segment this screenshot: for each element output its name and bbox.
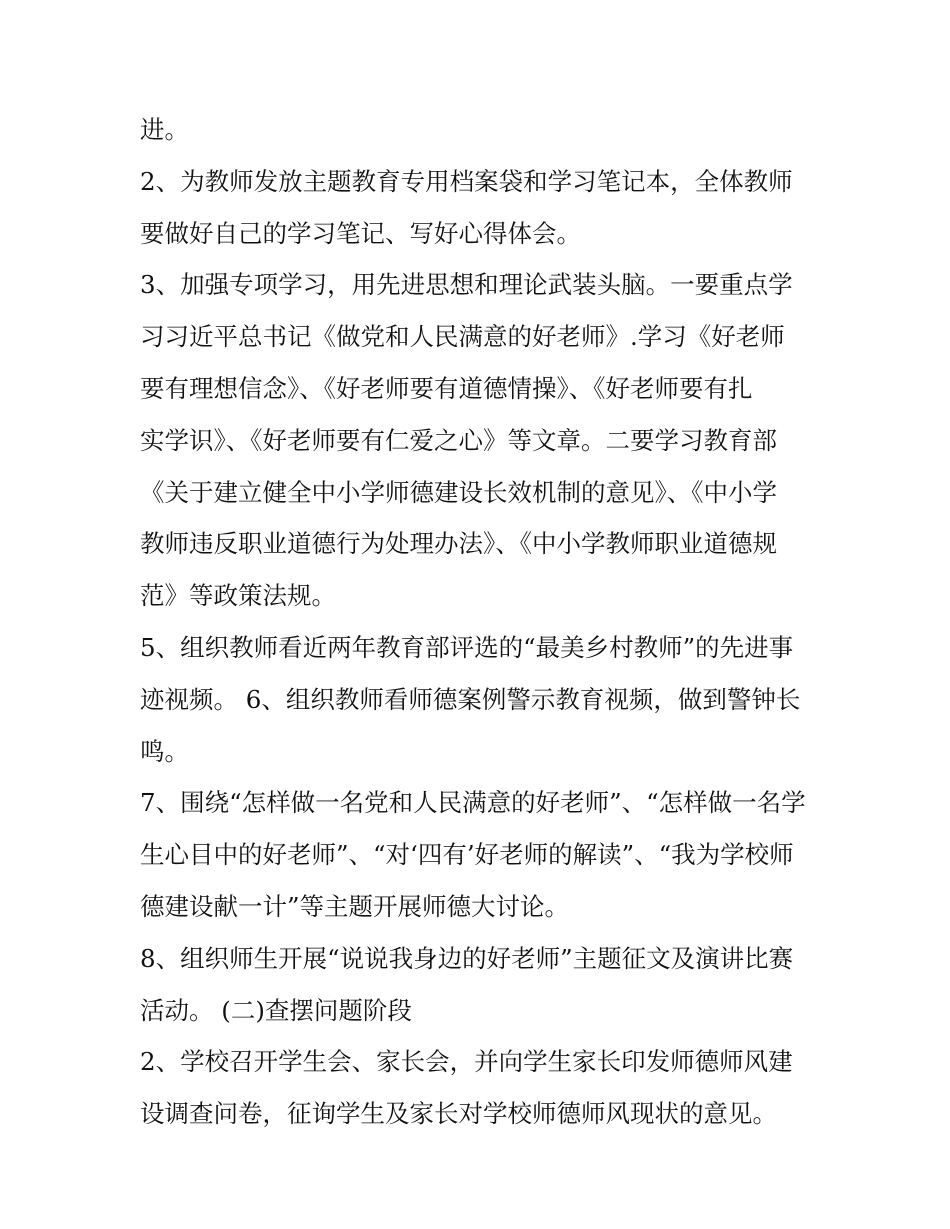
text-line: 德建设献一计”等主题开展师德大讨论。 [140, 891, 570, 921]
text-line: 进。 [140, 115, 189, 144]
document-body [140, 104, 820, 1140]
text-line: 设调查问卷，征询学生及家长对学校师德师风现状的意见。 [140, 1099, 777, 1129]
text-line: 要有理想信念》、《好老师要有道德情操》、《好老师要有扎 [140, 373, 753, 403]
text-line: 实学识》、《好老师要有仁爱之心》等文章。二要学习教育部 [140, 425, 777, 455]
text-line: 《关于建立健全中小学师德建设长效机制的意见》、《中小学 [140, 477, 777, 507]
text-line: 活动。 (二)查摆问题阶段 [140, 995, 412, 1025]
text-line: 7、围绕“怎样做一名党和人民满意的好老师”、“怎样做一名学 [140, 788, 806, 818]
text-line: 生心目中的好老师”、“对‘四有’好老师的解读”、“我为学校师 [140, 840, 794, 870]
text-line: 习习近平总书记《做党和人民满意的好老师》.学习《好老师 [140, 322, 785, 352]
text-line: 范》等政策法规。 [140, 581, 336, 611]
text-line: 鸣。 [140, 736, 189, 766]
text-line: 2、学校召开学生会、家长会，并向学生家长印发师德师风建 [140, 1047, 793, 1077]
text-line: 迹视频。 6、组织教师看师德案例警示教育视频，做到警钟长 [140, 684, 801, 714]
text-line: 3、加强专项学习，用先进思想和理论武装头脑。一要重点学 [140, 270, 793, 300]
text-line: 教师违反职业道德行为处理办法》、《中小学教师职业道德规 [140, 529, 777, 559]
text-line: 要做好自己的学习笔记、写好心得体会。 [140, 218, 581, 248]
text-line: 8、组织师生开展“说说我身边的好老师”主题征文及演讲比赛 [140, 943, 794, 973]
text-line: 2、为教师发放主题教育专用档案袋和学习笔记本，全体教师 [140, 166, 793, 196]
text-line: 5、组织教师看近两年教育部评选的“最美乡村教师”的先进事 [140, 632, 794, 662]
